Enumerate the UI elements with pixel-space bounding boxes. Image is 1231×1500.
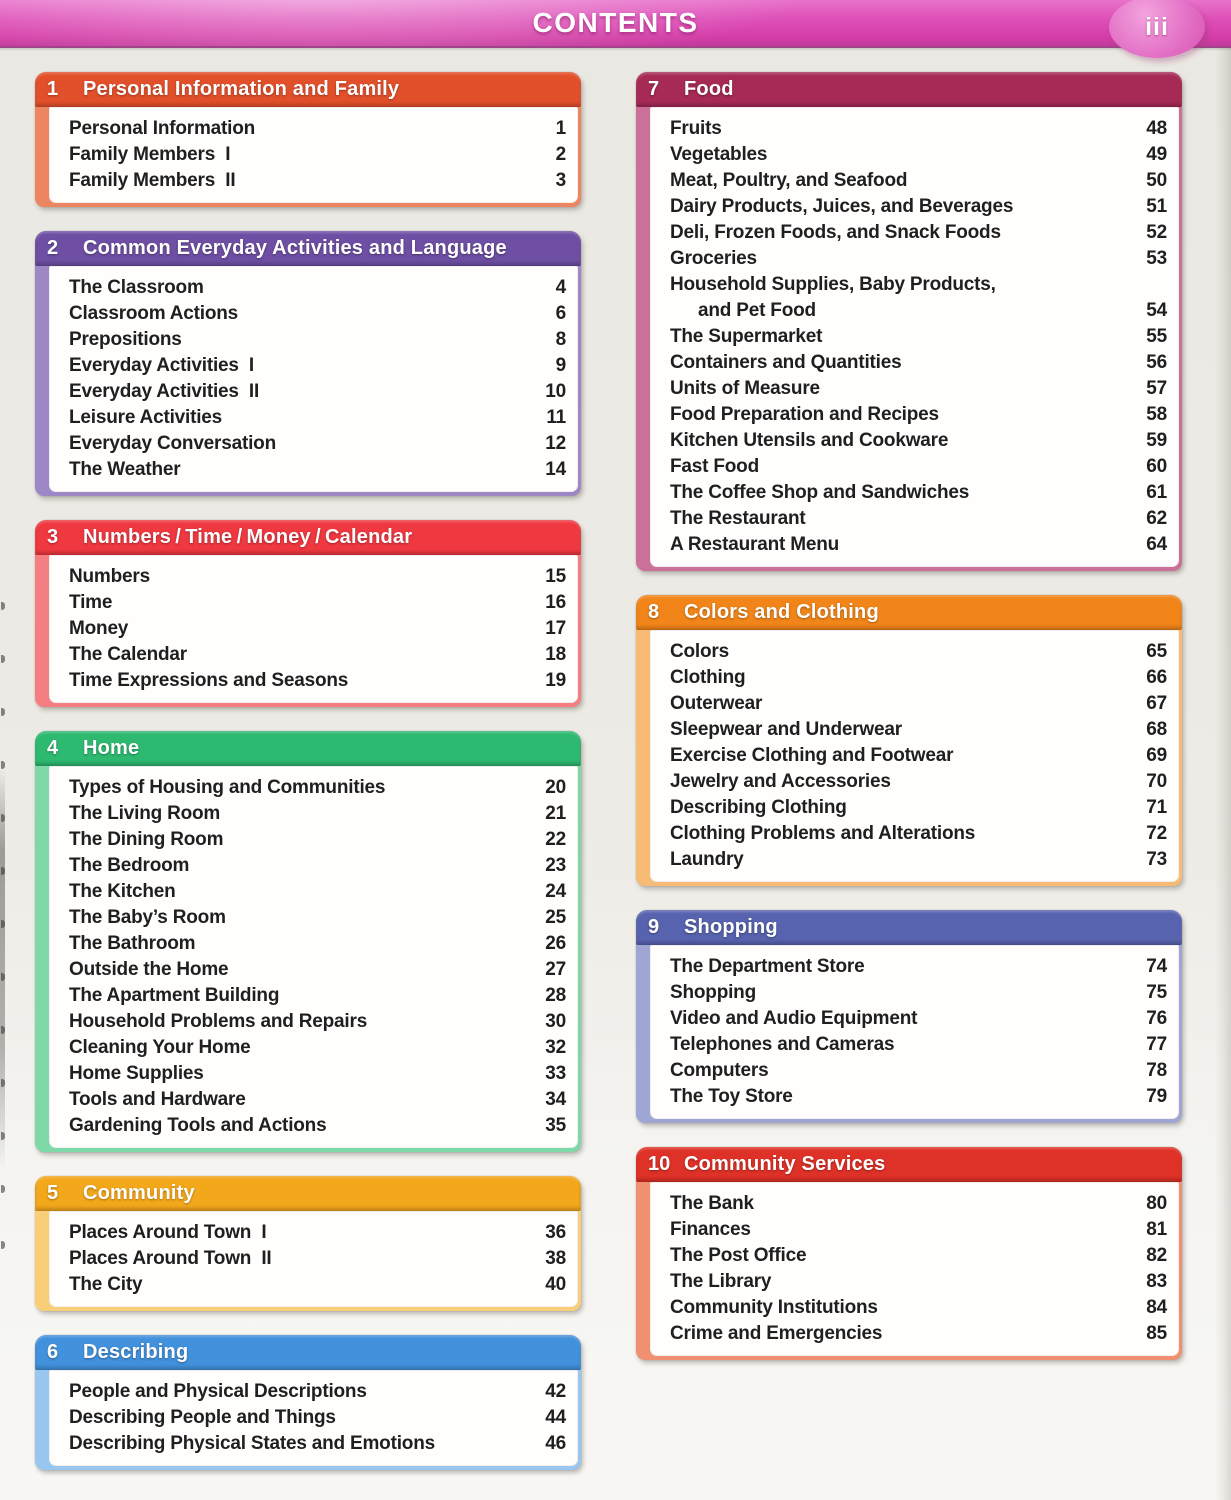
entry-label: A Restaurant Menu xyxy=(670,534,840,555)
page-number: iii xyxy=(1145,12,1169,41)
entry-page: 80 xyxy=(1146,1193,1167,1214)
entry-page: 62 xyxy=(1146,508,1167,529)
entry-label: Food Preparation and Recipes xyxy=(670,404,939,425)
entry-label: Shopping xyxy=(670,982,756,1003)
toc-entry xyxy=(670,428,1167,454)
entry-label: Computers xyxy=(670,1060,769,1081)
entry-label: The Post Office xyxy=(670,1245,807,1266)
entry-page: 59 xyxy=(1146,430,1167,451)
entry-page: 34 xyxy=(545,1089,566,1110)
entry-page: 51 xyxy=(1146,196,1167,217)
entry-page: 12 xyxy=(545,433,566,454)
entry-page: 71 xyxy=(1146,797,1167,818)
entry-label: Tools and Hardware xyxy=(69,1089,246,1110)
entry-page: 52 xyxy=(1146,222,1167,243)
entry-label: Exercise Clothing and Footwear xyxy=(670,745,954,766)
entry-label: Clothing Problems and Alterations xyxy=(670,823,976,844)
entry-label: Colors xyxy=(670,641,729,662)
entry-label: Crime and Emergencies xyxy=(670,1323,883,1344)
toc-entry xyxy=(69,1246,566,1272)
entry-label: Containers and Quantities xyxy=(670,352,902,373)
toc-section xyxy=(636,910,1182,1123)
entry-label: The Dining Room xyxy=(69,829,224,850)
toc-entry xyxy=(670,1269,1167,1295)
entry-label: Personal Information xyxy=(69,118,256,139)
entry-page: 40 xyxy=(545,1274,566,1295)
toc-entry xyxy=(670,954,1167,980)
entry-page: 2 xyxy=(555,144,566,165)
entry-page: 57 xyxy=(1146,378,1167,399)
toc-entry xyxy=(670,142,1167,168)
toc-entry xyxy=(69,983,566,1009)
entry-page: 1 xyxy=(555,118,566,139)
entry-label: The Restaurant xyxy=(670,508,806,529)
entry-page: 58 xyxy=(1146,404,1167,425)
entry-label: Laundry xyxy=(670,849,744,870)
toc-entry xyxy=(69,301,566,327)
entry-page: 9 xyxy=(555,355,566,376)
toc-entry xyxy=(69,905,566,931)
toc-entry xyxy=(69,668,566,694)
entry-page: 16 xyxy=(545,592,566,613)
toc-section xyxy=(636,1147,1182,1360)
entry-label: Finances xyxy=(670,1219,751,1240)
entry-page: 23 xyxy=(545,855,566,876)
entry-label: Gardening Tools and Actions xyxy=(69,1115,327,1136)
toc-entry xyxy=(69,1431,566,1457)
entry-page: 82 xyxy=(1146,1245,1167,1266)
toc-entry xyxy=(69,275,566,301)
entry-page: 4 xyxy=(555,277,566,298)
toc-entry xyxy=(69,327,566,353)
toc-entry xyxy=(670,691,1167,717)
entry-page: 79 xyxy=(1146,1086,1167,1107)
binding-mark xyxy=(1,1241,5,1249)
binding-mark xyxy=(1,655,5,663)
toc-section xyxy=(35,1335,581,1470)
entry-page: 25 xyxy=(545,907,566,928)
entry-label: Leisure Activities xyxy=(69,407,223,428)
section-number: 4 xyxy=(47,736,59,759)
entry-page: 65 xyxy=(1146,641,1167,662)
entry-page: 66 xyxy=(1146,667,1167,688)
entry-label: Family Members I xyxy=(69,144,231,165)
toc-entry xyxy=(69,590,566,616)
entry-page: 64 xyxy=(1146,534,1167,555)
section-header xyxy=(35,1176,581,1211)
entry-label: The Coffee Shop and Sandwiches xyxy=(670,482,970,503)
entry-label: The Toy Store xyxy=(670,1086,793,1107)
section-number: 6 xyxy=(47,1340,59,1363)
toc-entry xyxy=(69,642,566,668)
entry-label: Community Institutions xyxy=(670,1297,878,1318)
entry-page: 83 xyxy=(1146,1271,1167,1292)
toc-entry xyxy=(69,616,566,642)
toc-section xyxy=(35,1176,581,1311)
entry-page: 38 xyxy=(545,1248,566,1269)
entry-page: 53 xyxy=(1146,248,1167,269)
section-title: Describing xyxy=(83,1340,189,1363)
toc-entry xyxy=(670,1321,1167,1347)
toc-entry xyxy=(670,272,1167,298)
entry-label: The Kitchen xyxy=(69,881,176,902)
section-entries xyxy=(49,1370,578,1466)
toc-entry xyxy=(69,957,566,983)
section-entries xyxy=(650,107,1179,567)
toc-entry xyxy=(69,1061,566,1087)
section-entries xyxy=(49,1211,578,1307)
entry-page: 36 xyxy=(545,1222,566,1243)
toc-entry xyxy=(670,376,1167,402)
entry-page: 22 xyxy=(545,829,566,850)
entry-page: 32 xyxy=(545,1037,566,1058)
entry-page: 69 xyxy=(1146,745,1167,766)
entry-page: 35 xyxy=(545,1115,566,1136)
section-number: 8 xyxy=(648,600,660,623)
toc-entry xyxy=(69,853,566,879)
entry-label: Cleaning Your Home xyxy=(69,1037,251,1058)
page-title: CONTENTS xyxy=(532,7,699,38)
toc-column-right xyxy=(636,72,1182,1470)
entry-label: Telephones and Cameras xyxy=(670,1034,895,1055)
entry-label: Describing Clothing xyxy=(670,797,847,818)
toc-entry xyxy=(670,769,1167,795)
entry-page: 56 xyxy=(1146,352,1167,373)
section-number: 9 xyxy=(648,915,660,938)
toc-entry xyxy=(69,353,566,379)
toc-entry xyxy=(670,1295,1167,1321)
section-header xyxy=(35,1335,581,1370)
toc-entry xyxy=(670,795,1167,821)
binding-mark xyxy=(1,761,5,769)
entry-page: 20 xyxy=(545,777,566,798)
section-title: Numbers / Time / Money / Calendar xyxy=(83,525,413,548)
section-header xyxy=(35,231,581,266)
toc-entry xyxy=(69,1113,566,1139)
section-title: Home xyxy=(83,736,140,759)
toc-entry xyxy=(69,379,566,405)
toc-section xyxy=(35,72,581,207)
toc-entry xyxy=(69,431,566,457)
entry-label: Outerwear xyxy=(670,693,763,714)
entry-label: Units of Measure xyxy=(670,378,820,399)
toc-section xyxy=(35,731,581,1152)
entry-label: Family Members II xyxy=(69,170,236,191)
toc-entry xyxy=(670,665,1167,691)
entry-page: 24 xyxy=(545,881,566,902)
entry-label: Describing People and Things xyxy=(69,1407,336,1428)
entry-page: 15 xyxy=(545,566,566,587)
entry-label: Everyday Activities II xyxy=(69,381,260,402)
binding-mark xyxy=(1,1026,5,1034)
section-entries xyxy=(49,266,578,492)
section-header xyxy=(636,910,1182,945)
entry-page: 19 xyxy=(545,670,566,691)
entry-page: 28 xyxy=(545,985,566,1006)
toc-entry xyxy=(670,980,1167,1006)
toc-entry xyxy=(69,142,566,168)
toc-entry xyxy=(670,506,1167,532)
entry-page: 50 xyxy=(1146,170,1167,191)
entry-page: 30 xyxy=(545,1011,566,1032)
entry-label: The Department Store xyxy=(670,956,865,977)
entry-label: Places Around Town I xyxy=(69,1222,267,1243)
entry-label: The Supermarket xyxy=(670,326,823,347)
entry-page: 70 xyxy=(1146,771,1167,792)
toc-entry xyxy=(69,801,566,827)
toc-entry xyxy=(670,639,1167,665)
toc-entry xyxy=(670,246,1167,272)
section-title: Common Everyday Activities and Language xyxy=(83,236,507,259)
section-header xyxy=(636,1147,1182,1182)
entry-label: Fruits xyxy=(670,118,722,139)
scan-streak xyxy=(0,770,5,1170)
binding-mark xyxy=(1,602,5,610)
binding-mark xyxy=(1,708,5,716)
section-number: 3 xyxy=(47,525,59,548)
toc-entry xyxy=(670,532,1167,558)
binding-mark xyxy=(1,867,5,875)
binding-mark xyxy=(1,1132,5,1140)
entry-page: 61 xyxy=(1146,482,1167,503)
binding-mark xyxy=(1,1079,5,1087)
entry-page: 3 xyxy=(555,170,566,191)
toc-entry xyxy=(670,116,1167,142)
entry-label: The Living Room xyxy=(69,803,221,824)
toc-entry xyxy=(670,194,1167,220)
entry-page: 42 xyxy=(545,1381,566,1402)
toc-entry xyxy=(69,1405,566,1431)
entry-label: The Calendar xyxy=(69,644,187,665)
entry-label: The Bank xyxy=(670,1193,754,1214)
toc-entry xyxy=(69,775,566,801)
entry-label: The Baby’s Room xyxy=(69,907,226,928)
toc-entry xyxy=(69,1272,566,1298)
entry-page: 76 xyxy=(1146,1008,1167,1029)
toc-entry xyxy=(670,1006,1167,1032)
toc-entry xyxy=(670,717,1167,743)
entry-page: 55 xyxy=(1146,326,1167,347)
toc-entry xyxy=(670,743,1167,769)
entry-page: 14 xyxy=(545,459,566,480)
entry-page: 17 xyxy=(545,618,566,639)
section-title: Shopping xyxy=(684,915,778,938)
toc-entry xyxy=(670,1084,1167,1110)
entry-label: The Weather xyxy=(69,459,181,480)
entry-label: The City xyxy=(69,1274,143,1295)
section-entries xyxy=(650,945,1179,1119)
toc-entry xyxy=(69,405,566,431)
section-entries xyxy=(49,107,578,203)
contents-banner xyxy=(0,0,1231,48)
section-title: Community xyxy=(83,1181,195,1204)
section-header xyxy=(636,595,1182,630)
entry-page: 72 xyxy=(1146,823,1167,844)
entry-page: 77 xyxy=(1146,1034,1167,1055)
entry-label: The Bathroom xyxy=(69,933,196,954)
toc-entry xyxy=(69,1087,566,1113)
section-title: Community Services xyxy=(684,1152,886,1175)
entry-page: 75 xyxy=(1146,982,1167,1003)
entry-label: The Bedroom xyxy=(69,855,190,876)
toc-entry xyxy=(670,1191,1167,1217)
section-number: 10 xyxy=(648,1152,671,1175)
entry-label: Video and Audio Equipment xyxy=(670,1008,918,1029)
toc-entry xyxy=(670,220,1167,246)
entry-page: 85 xyxy=(1146,1323,1167,1344)
entry-label: Household Problems and Repairs xyxy=(69,1011,368,1032)
toc-entry xyxy=(670,1217,1167,1243)
entry-label: Kitchen Utensils and Cookware xyxy=(670,430,949,451)
binding-mark xyxy=(1,1185,5,1193)
entry-label: Groceries xyxy=(670,248,757,269)
entry-label: Home Supplies xyxy=(69,1063,204,1084)
toc-entry xyxy=(670,1243,1167,1269)
entry-label: and Pet Food xyxy=(698,300,816,321)
entry-label: Deli, Frozen Foods, and Snack Foods xyxy=(670,222,1001,243)
entry-page: 8 xyxy=(555,329,566,350)
entry-label: Numbers xyxy=(69,566,150,587)
entry-page: 46 xyxy=(545,1433,566,1454)
entry-label: Fast Food xyxy=(670,456,759,477)
section-title: Food xyxy=(684,77,734,100)
toc-entry xyxy=(670,847,1167,873)
entry-label: Sleepwear and Underwear xyxy=(670,719,902,740)
toc-column-left xyxy=(35,72,581,1470)
entry-label: Vegetables xyxy=(670,144,768,165)
page-number-bubble xyxy=(1109,0,1205,58)
entry-label: Outside the Home xyxy=(69,959,229,980)
entry-page: 67 xyxy=(1146,693,1167,714)
section-header xyxy=(35,731,581,766)
section-number: 2 xyxy=(47,236,59,259)
entry-page: 74 xyxy=(1146,956,1167,977)
toc-columns xyxy=(35,72,1182,1470)
section-entries xyxy=(650,630,1179,882)
section-number: 7 xyxy=(648,77,660,100)
toc-entry xyxy=(670,1032,1167,1058)
entry-page: 84 xyxy=(1146,1297,1167,1318)
entry-label: Prepositions xyxy=(69,329,182,350)
entry-label: Household Supplies, Baby Products, xyxy=(670,274,996,295)
section-entries xyxy=(49,555,578,703)
entry-page: 21 xyxy=(545,803,566,824)
entry-label: The Library xyxy=(670,1271,772,1292)
entry-label: Describing Physical States and Emotions xyxy=(69,1433,435,1454)
entry-page: 44 xyxy=(545,1407,566,1428)
entry-page: 10 xyxy=(545,381,566,402)
entry-label: Dairy Products, Juices, and Beverages xyxy=(670,196,1014,217)
entry-label: The Apartment Building xyxy=(69,985,280,1006)
entry-page: 33 xyxy=(545,1063,566,1084)
entry-page: 6 xyxy=(555,303,566,324)
toc-entry xyxy=(670,480,1167,506)
toc-entry xyxy=(69,1009,566,1035)
toc-section xyxy=(636,72,1182,571)
entry-page: 11 xyxy=(546,407,566,428)
toc-entry xyxy=(69,931,566,957)
entry-page: 81 xyxy=(1146,1219,1167,1240)
section-number: 5 xyxy=(47,1181,59,1204)
section-header xyxy=(35,72,581,107)
section-entries xyxy=(650,1182,1179,1356)
page-edge-shading xyxy=(1215,46,1231,1500)
entry-label: Places Around Town II xyxy=(69,1248,272,1269)
entry-label: Jewelry and Accessories xyxy=(670,771,891,792)
toc-entry xyxy=(670,298,1167,324)
toc-section xyxy=(636,595,1182,886)
section-number: 1 xyxy=(47,77,59,100)
toc-entry xyxy=(69,879,566,905)
entry-page: 60 xyxy=(1146,456,1167,477)
toc-entry xyxy=(670,821,1167,847)
entry-label: The Classroom xyxy=(69,277,204,298)
toc-entry xyxy=(69,827,566,853)
toc-entry xyxy=(670,1058,1167,1084)
section-header xyxy=(35,520,581,555)
toc-entry xyxy=(69,116,566,142)
entry-page: 27 xyxy=(545,959,566,980)
entry-label: Time Expressions and Seasons xyxy=(69,670,349,691)
entry-label: Meat, Poultry, and Seafood xyxy=(670,170,908,191)
toc-entry xyxy=(670,324,1167,350)
entry-label: Time xyxy=(69,592,113,613)
section-title: Colors and Clothing xyxy=(684,600,879,623)
toc-entry xyxy=(69,1220,566,1246)
section-title: Personal Information and Family xyxy=(83,77,400,100)
entry-page: 78 xyxy=(1146,1060,1167,1081)
toc-entry xyxy=(670,454,1167,480)
binding-mark xyxy=(1,920,5,928)
toc-entry xyxy=(670,168,1167,194)
entry-label: Everyday Activities I xyxy=(69,355,254,376)
entry-page: 48 xyxy=(1146,118,1167,139)
binding-mark xyxy=(1,814,5,822)
entry-label: Types of Housing and Communities xyxy=(69,777,386,798)
entry-label: Clothing xyxy=(670,667,746,688)
toc-entry xyxy=(69,1035,566,1061)
entry-label: Classroom Actions xyxy=(69,303,239,324)
toc-section xyxy=(35,520,581,707)
toc-entry xyxy=(69,1379,566,1405)
toc-entry xyxy=(670,350,1167,376)
toc-entry xyxy=(69,457,566,483)
section-entries xyxy=(49,766,578,1148)
toc-entry xyxy=(670,402,1167,428)
toc-entry xyxy=(69,168,566,194)
entry-page: 73 xyxy=(1146,849,1167,870)
entry-page: 49 xyxy=(1146,144,1167,165)
binding-mark xyxy=(1,973,5,981)
entry-page: 68 xyxy=(1146,719,1167,740)
entry-label: Everyday Conversation xyxy=(69,433,276,454)
toc-section xyxy=(35,231,581,496)
entry-page: 26 xyxy=(545,933,566,954)
entry-label: People and Physical Descriptions xyxy=(69,1381,367,1402)
section-header xyxy=(636,72,1182,107)
toc-entry xyxy=(69,564,566,590)
entry-page: 18 xyxy=(545,644,566,665)
entry-page: 54 xyxy=(1146,300,1167,321)
entry-label: Money xyxy=(69,618,129,639)
